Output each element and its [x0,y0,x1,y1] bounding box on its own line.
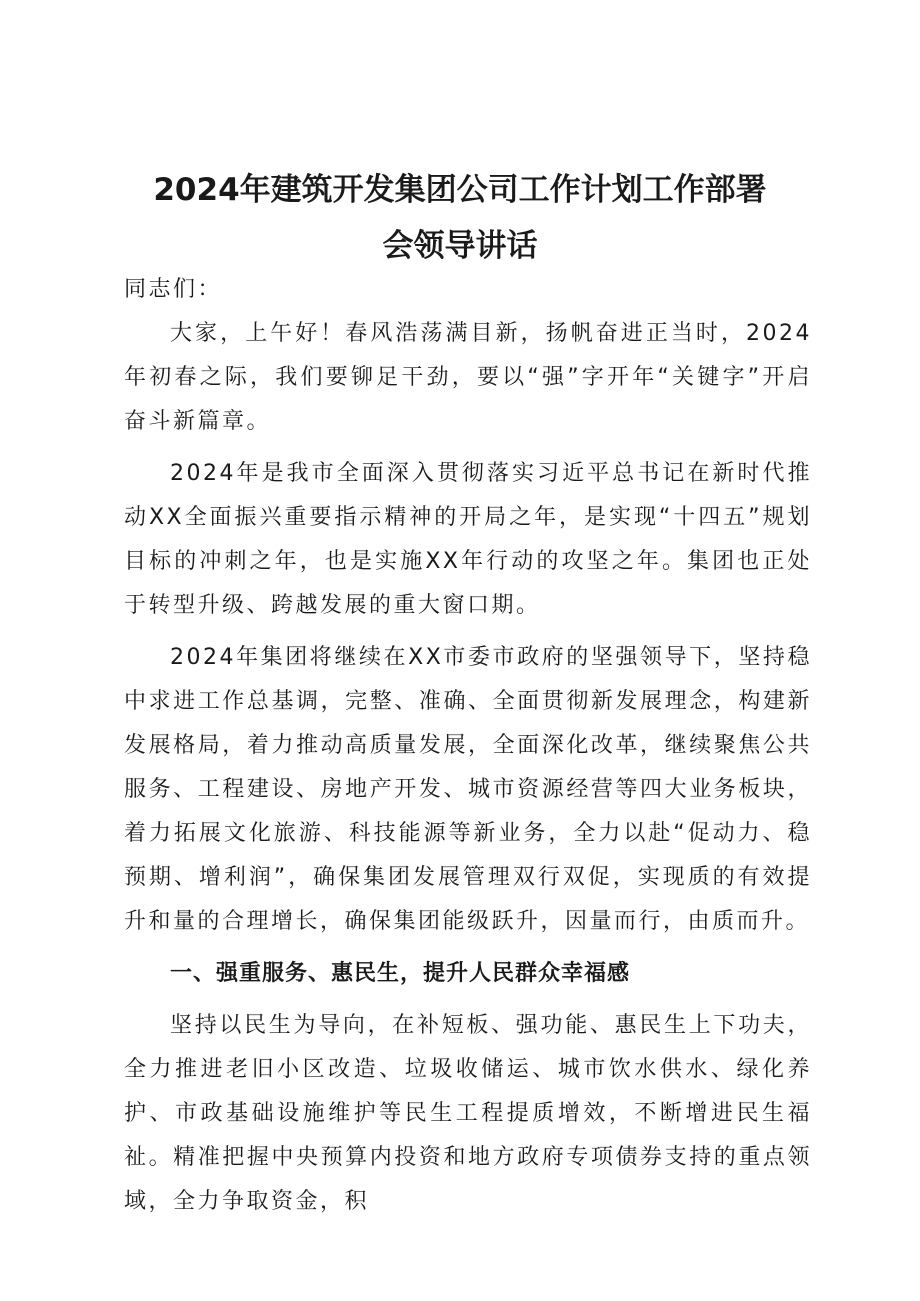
document-title [0,162,920,274]
document-body [124,268,812,1224]
title-line-1: 2024年建筑开发集团公司工作计划工作部署 [153,172,767,208]
salutation: 同志们： [124,277,223,302]
title-line-2: 会领导讲话 [382,228,538,264]
paragraph-context: 2024年是我市全面深入贯彻落实习近平总书记在新时代推动XX全面振兴重要指示精神的开局之年，是实现“十四五”规划目标的冲刺之年，也是实施XX年行动的攻坚之年。集团也正处于转型升级、跨越发展的重大窗口期。 [124,461,812,618]
paragraph-greeting: 大家，上午好！春风浩荡满目新，扬帆奋进正当时，2024年初春之际，我们要铆足干劲，要以“强”字开年“关键字”开启奋斗新篇章。 [124,321,812,434]
paragraph-section-1: 坚持以民生为导向，在补短板、强功能、惠民生上下功夫，全力推进老旧小区改造、垃圾收储运、城市饮水供水、绿化养护、市政基础设施维护等民生工程提质增效，不断增进民生福祉。精准把握中央预算内投资和地方政府专项债券支持的重点领域，全力争取资金，积 [124,1013,812,1214]
section-heading-1: 一、强重服务、惠民生，提升人民群众幸福感 [170,961,631,986]
paragraph-plan: 2024年集团将继续在XX市委市政府的坚强领导下，坚持稳中求进工作总基调，完整、准确、全面贯彻新发展理念，构建新发展格局，着力推动高质量发展，全面深化改革，继续聚焦公共服务、工程建设、房地产开发、城市资源经营等四大业务板块，着力拓展文化旅游、科技能源等新业务，全力以赴“促动力、稳预期、增利润”，确保集团发展管理双行双促，实现质的有效提升和量的合理增长，确保集团能级跃升，因量而行，由质而升。 [124,645,812,934]
